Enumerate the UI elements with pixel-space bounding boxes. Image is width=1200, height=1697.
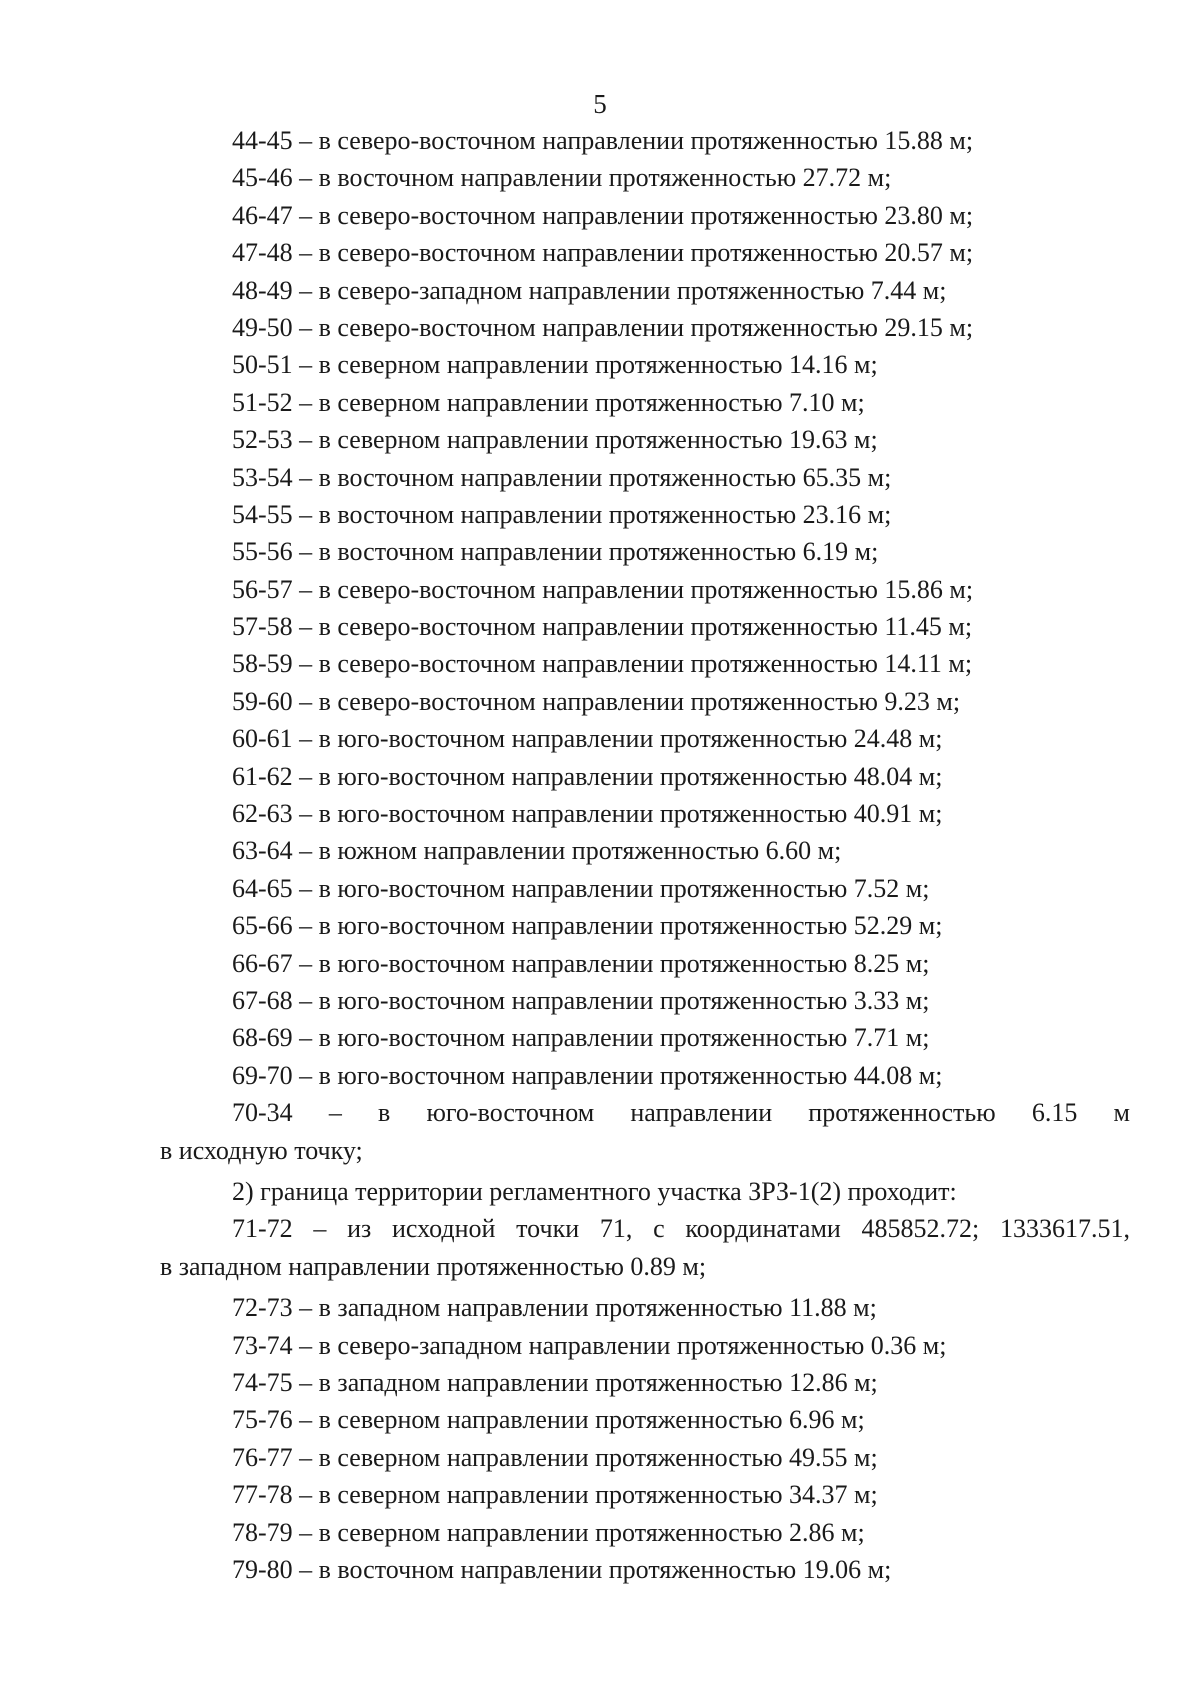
boundary-segment-line: 72-73 – в западном направлении протяженностью 11.88 м; xyxy=(232,1293,877,1323)
boundary-segment-line: 52-53 – в северном направлении протяженностью 19.63 м; xyxy=(232,425,878,455)
boundary-segment-line: 75-76 – в северном направлении протяженностью 6.96 м; xyxy=(232,1405,865,1435)
boundary-segment-line: 69-70 – в юго-восточном направлении протяженностью 44.08 м; xyxy=(232,1060,943,1090)
boundary-segment-line: 45-46 – в восточном направлении протяженностью 27.72 м; xyxy=(232,163,892,193)
boundary-segment-line: 60-61 – в юго-восточном направлении протяженностью 24.48 м; xyxy=(232,724,943,754)
boundary-segment-line: 56-57 – в северо-восточном направлении протяженностью 15.86 м; xyxy=(232,574,974,604)
boundary-segment-line: 61-62 – в юго-восточном направлении протяженностью 48.04 м; xyxy=(232,761,943,791)
boundary-segment-line: 79-80 – в восточном направлении протяженностью 19.06 м; xyxy=(232,1554,892,1584)
document-body xyxy=(160,122,1130,1588)
boundary-segment-line: 78-79 – в северном направлении протяженностью 2.86 м; xyxy=(232,1517,865,1547)
boundary-segment-line: 54-55 – в восточном направлении протяженностью 23.16 м; xyxy=(232,499,892,529)
boundary-segment-line: 76-77 – в северном направлении протяженностью 49.55 м; xyxy=(232,1442,878,1472)
boundary-segment-line: 48-49 – в северо-западном направлении протяженностью 7.44 м; xyxy=(232,275,947,305)
boundary-segment-line: 63-64 – в южном направлении протяженностью 6.60 м; xyxy=(232,836,842,866)
boundary-segment-line: 53-54 – в восточном направлении протяженностью 65.35 м; xyxy=(232,462,892,492)
boundary-segment-line: 77-78 – в северном направлении протяженностью 34.37 м; xyxy=(232,1480,878,1510)
boundary-segment-line: 59-60 – в северо-восточном направлении протяженностью 9.23 м; xyxy=(232,686,961,716)
page-number: 5 xyxy=(593,89,607,119)
boundary-segment-line: 67-68 – в юго-восточном направлении протяженностью 3.33 м; xyxy=(232,985,930,1015)
boundary-segment-71-72-continuation: в западном направлении протяженностью 0.89 м; xyxy=(160,1251,707,1281)
boundary-segment-line: 73-74 – в северо-западном направлении протяженностью 0.36 м; xyxy=(232,1330,947,1360)
boundary-segment-line: 44-45 – в северо-восточном направлении протяженностью 15.88 м; xyxy=(232,126,974,155)
boundary-segment-70-34-continuation: в исходную точку; xyxy=(160,1135,363,1165)
boundary-segment-71-72: 71-72 – из исходной точки 71, с координатами 485852.72; 1333617.51, xyxy=(232,1214,1130,1244)
boundary-segment-line: 57-58 – в северо-восточном направлении протяженностью 11.45 м; xyxy=(232,612,973,642)
boundary-segment-70-34: 70-34 – в юго-восточном направлении протяженностью 6.15 м xyxy=(232,1098,1130,1128)
boundary-segment-line: 49-50 – в северо-восточном направлении протяженностью 29.15 м; xyxy=(232,312,974,342)
boundary-segment-line: 68-69 – в юго-восточном направлении протяженностью 7.71 м; xyxy=(232,1023,930,1053)
boundary-segment-line: 47-48 – в северо-восточном направлении протяженностью 20.57 м; xyxy=(232,238,974,268)
boundary-segment-line: 65-66 – в юго-восточном направлении протяженностью 52.29 м; xyxy=(232,911,943,941)
boundary-segment-line: 50-51 – в северном направлении протяженностью 14.16 м; xyxy=(232,350,878,380)
boundary-segment-line: 55-56 – в восточном направлении протяженностью 6.19 м; xyxy=(232,537,879,567)
boundary-segment-line: 64-65 – в юго-восточном направлении протяженностью 7.52 м; xyxy=(232,873,930,903)
section-2-heading: 2) граница территории регламентного участка ЗРЗ-1(2) проходит: xyxy=(232,1176,957,1206)
boundary-segment-line: 62-63 – в юго-восточном направлении протяженностью 40.91 м; xyxy=(232,799,943,829)
boundary-segments-list-1 xyxy=(160,122,1130,1094)
boundary-segment-line: 51-52 – в северном направлении протяженностью 7.10 м; xyxy=(232,387,865,417)
boundary-segment-line: 46-47 – в северо-восточном направлении протяженностью 23.80 м; xyxy=(232,200,974,230)
boundary-segment-line: 58-59 – в северо-восточном направлении протяженностью 14.11 м; xyxy=(232,649,973,679)
boundary-segment-line: 74-75 – в западном направлении протяженностью 12.86 м; xyxy=(232,1367,878,1397)
boundary-segments-list-2 xyxy=(160,1289,1130,1588)
boundary-segment-line: 66-67 – в юго-восточном направлении протяженностью 8.25 м; xyxy=(232,948,930,978)
